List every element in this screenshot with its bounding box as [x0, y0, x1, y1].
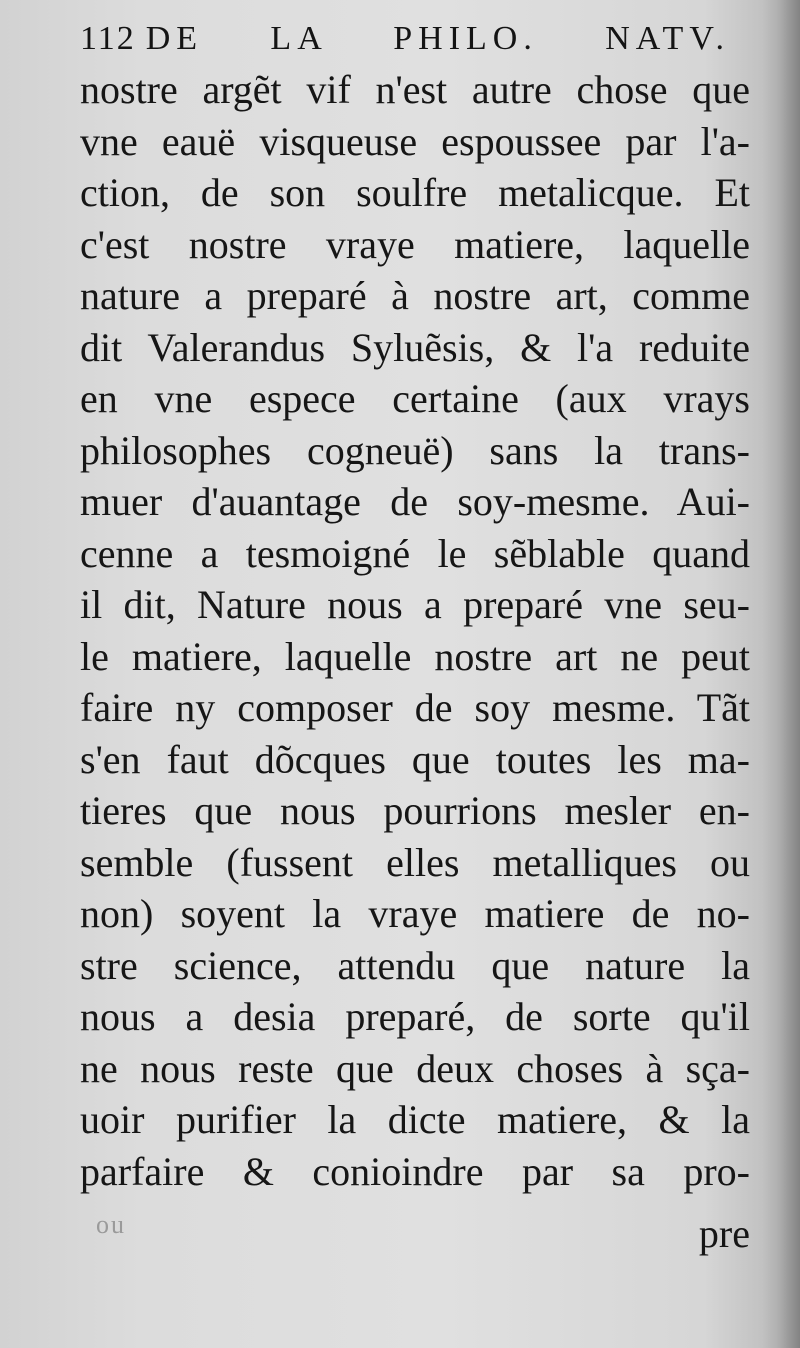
running-title: DE LA PHILO. NATV.	[145, 20, 730, 57]
text-line: ction, de son soulfre metalicque. Et	[80, 170, 750, 215]
text-line: il dit, Nature nous a preparé vne seu-	[80, 582, 750, 627]
text-line: nature a preparé à nostre art, comme	[80, 273, 750, 318]
text-line: philosophes cogneuë) sans la trans-	[80, 427, 750, 473]
page-header	[80, 16, 730, 62]
text-line: faire ny composer de soy mesme. Tãt	[80, 685, 750, 730]
text-line: vne eauë visqueuse espoussee par l'a-	[80, 118, 750, 164]
text-line: nous a desia preparé, de sorte qu'il	[80, 994, 750, 1039]
bleed-through-text: ou	[96, 1210, 126, 1239]
text-line: ne nous reste que deux choses à sça-	[80, 1045, 750, 1091]
text-line: muer d'auantage de soy-mesme. Aui-	[80, 479, 750, 524]
text-line: s'en faut dõcques que toutes les ma-	[80, 736, 750, 782]
text-line: le matiere, laquelle nostre art ne peut	[80, 633, 750, 679]
text-line: non) soyent la vraye matiere de no-	[80, 891, 750, 936]
page-number: 112	[80, 20, 136, 57]
text-line: nostre argẽt vif n'est autre chose que	[80, 67, 750, 112]
page-edge-shadow	[762, 0, 800, 1348]
text-line: parfaire & conioindre par sa pro-	[80, 1148, 750, 1194]
text-line: dit Valerandus Syluẽsis, & l'a reduite	[80, 324, 750, 370]
text-line: stre science, attendu que nature la	[80, 942, 750, 988]
text-line: cenne a tesmoigné le sẽblable quand	[80, 530, 750, 576]
text-line: tieres que nous pourrions mesler en-	[80, 788, 750, 833]
body-text	[80, 64, 750, 1197]
text-line: c'est nostre vraye matiere, laquelle	[80, 221, 750, 267]
catchword: pre	[698, 1211, 750, 1256]
text-line: semble (fussent elles metalliques ou	[80, 839, 750, 885]
text-line: en vne espece certaine (aux vrays	[80, 376, 750, 421]
text-line: uoir purifier la dicte matiere, & la	[80, 1097, 750, 1142]
